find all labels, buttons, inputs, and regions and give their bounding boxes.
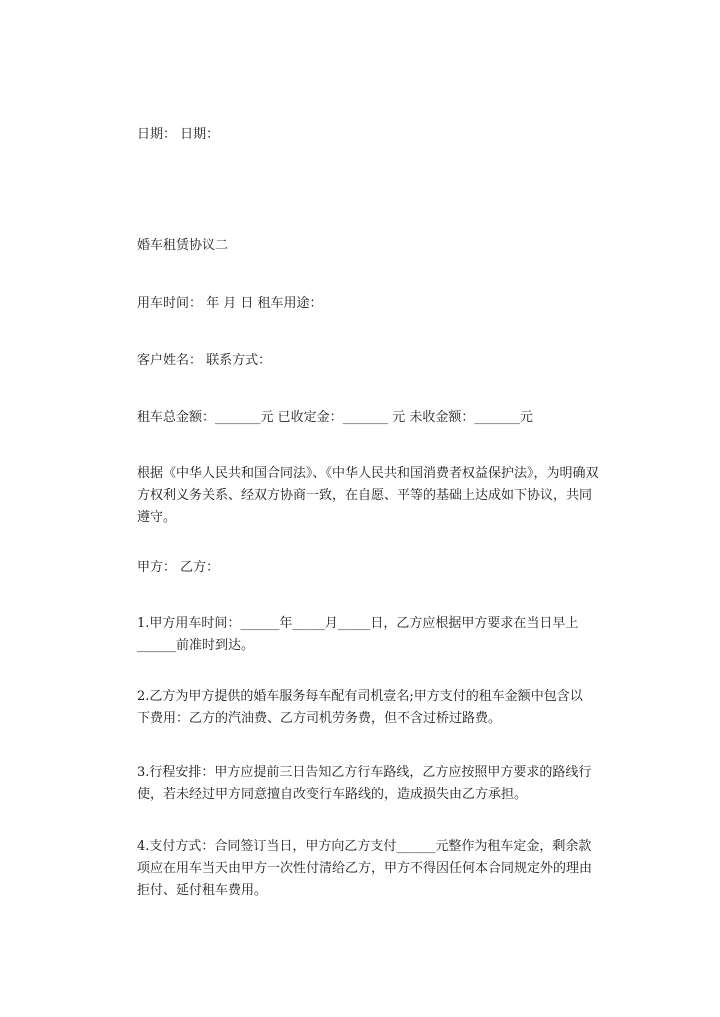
intro-line: 遵守。 — [137, 510, 177, 525]
amount-line: 租车总金额：_______元 已收定金：_______ 元 未收金额：_______元 — [137, 410, 533, 425]
clause-1 — [137, 613, 587, 657]
document-title: 婚车租赁协议二 — [137, 238, 229, 253]
intro-line: 方权利义务关系、经双方协商一致，在自愿、平等的基础上达成如下协议，共同 — [137, 488, 593, 503]
date-line: 日期： 日期： — [137, 127, 220, 142]
parties-line: 甲方： 乙方： — [137, 560, 220, 575]
clause-line: 项应在用车当天由甲方一次性付清给乙方，甲方不得因任何本合同规定外的理由 — [137, 861, 593, 876]
clause-3 — [137, 762, 592, 806]
rental-time-line: 用车时间： 年 月 日 租车用途： — [137, 296, 323, 311]
clause-line: 1.甲方用车时间：______年_____月_____日，乙方应根据甲方要求在当日早上 — [137, 616, 579, 631]
clause-line: ______前准时到达。 — [137, 638, 255, 653]
clause-line: 使，若未经过甲方同意擅自改变行车路线的，造成损失由乙方承担。 — [137, 787, 528, 802]
clause-4 — [137, 836, 593, 902]
clause-line: 2.乙方为甲方提供的婚车服务每车配有司机壹名;甲方支付的租车金额中包含以 — [137, 689, 583, 704]
clause-line: 下费用：乙方的汽油费、乙方司机劳务费，但不含过桥过路费。 — [137, 711, 502, 726]
clause-line: 拒付、延付租车费用。 — [137, 883, 268, 898]
intro-line: 根据《中华人民共和国合同法》、《中华人民共和国消费者权益保护法》，为明确双 — [137, 466, 599, 481]
intro-paragraph — [137, 463, 599, 529]
clause-2 — [137, 686, 587, 730]
customer-line: 客户姓名： 联系方式： — [137, 353, 272, 368]
clause-line: 4.支付方式：合同签订当日，甲方向乙方支付______元整作为租车定金，剩余款 — [137, 839, 592, 854]
clause-line: 3.行程安排：甲方应提前三日告知乙方行车路线，乙方应按照甲方要求的路线行 — [137, 765, 592, 780]
